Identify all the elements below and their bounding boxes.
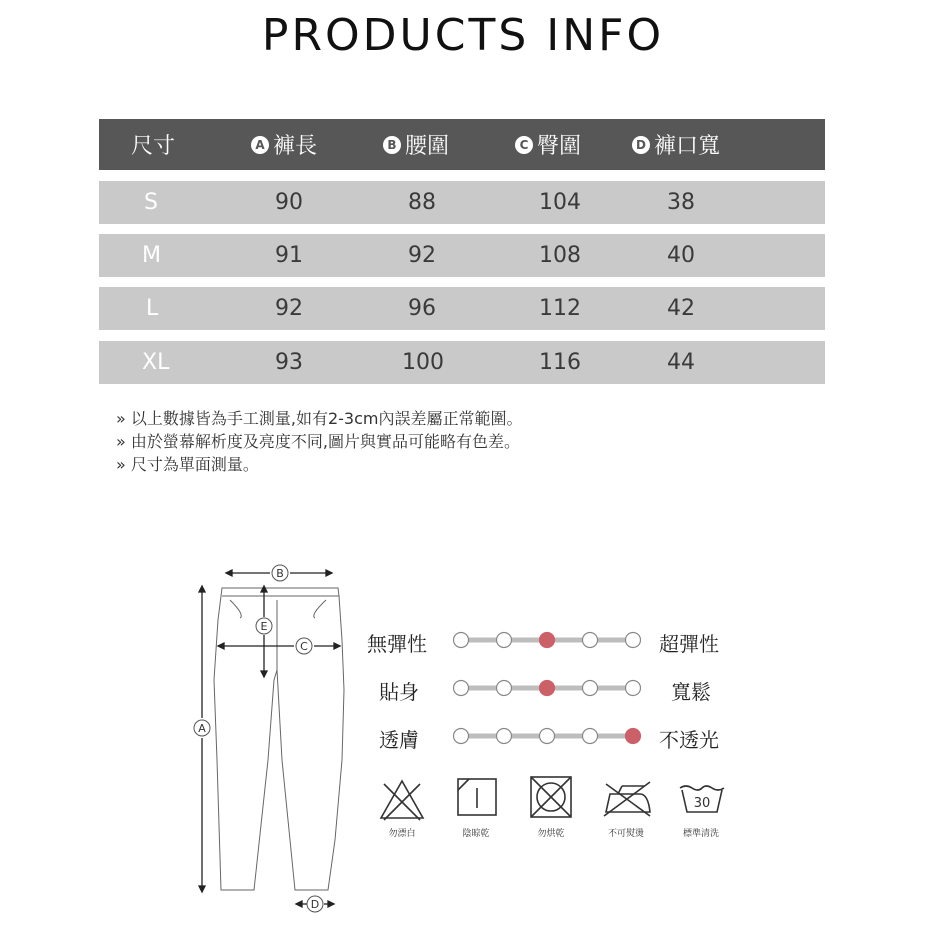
row-size: L	[146, 296, 159, 321]
pants-diagram	[190, 560, 360, 920]
row-value: 44	[667, 350, 695, 375]
svg-text:E: E	[260, 620, 268, 633]
svg-text:D: D	[310, 898, 320, 911]
header-waist: B 腰圍	[383, 119, 449, 170]
note-line: » 以上數據皆為手工測量,如有2-3cm內誤差屬正常範圍。	[116, 409, 523, 428]
row-size: M	[142, 243, 161, 268]
header-size: 尺寸	[131, 134, 176, 159]
row-value: 112	[539, 296, 581, 321]
svg-text:B: B	[276, 567, 284, 580]
row-value: 88	[408, 190, 436, 215]
wash-30-icon	[678, 782, 726, 816]
care-label-standard-wash: 標準清洗	[682, 829, 719, 839]
scale-dot	[497, 681, 512, 696]
stretch-right-label: 超彈性	[659, 632, 719, 656]
row-value: 92	[275, 296, 303, 321]
care-label-no-bleach: 勿漂白	[388, 829, 416, 839]
table-row	[99, 287, 825, 330]
care-label-no-iron: 不可熨燙	[607, 829, 644, 839]
row-value: 42	[667, 296, 695, 321]
note-line: » 尺寸為單面測量。	[116, 455, 259, 474]
shade-dry-icon	[455, 776, 499, 818]
table-row	[99, 234, 825, 277]
sheer-left-label: 透膚	[379, 728, 419, 752]
header-hip: C 臀圍	[515, 119, 581, 170]
row-value: 92	[408, 243, 436, 268]
svg-text:30: 30	[693, 796, 711, 811]
scale-dot	[497, 633, 512, 648]
scale-dot	[454, 729, 469, 744]
fit-right-label: 寬鬆	[671, 680, 711, 704]
scale-dot-selected	[540, 633, 555, 648]
row-value: 104	[539, 190, 581, 215]
page-title: PRODUCTS INFO	[261, 10, 665, 61]
care-label-no-tumble-dry: 勿烘乾	[537, 829, 565, 839]
table-row	[99, 181, 825, 224]
no-tumble-dry-icon	[528, 774, 574, 820]
row-value: 100	[402, 350, 444, 375]
row-value: 116	[539, 350, 581, 375]
svg-text:C: C	[300, 640, 308, 653]
scale-dot	[626, 633, 641, 648]
row-value: 91	[275, 243, 303, 268]
scale-dot-selected	[626, 729, 641, 744]
svg-text:A: A	[198, 722, 206, 735]
header-hem: D 褲口寬	[632, 119, 720, 170]
care-label-shade-dry: 陰晾乾	[462, 829, 490, 839]
row-value: 93	[275, 350, 303, 375]
badge-b: B	[383, 136, 401, 154]
measurement-notes	[116, 407, 522, 476]
row-value: 96	[408, 296, 436, 321]
fabric-scales	[450, 620, 645, 755]
no-bleach-icon	[378, 778, 426, 822]
scale-dot	[583, 729, 598, 744]
badge-c: C	[515, 136, 533, 154]
scale-dot-selected	[540, 681, 555, 696]
scale-dot	[583, 633, 598, 648]
badge-a: A	[251, 136, 269, 154]
badge-d: D	[632, 136, 650, 154]
row-size: XL	[142, 350, 170, 375]
stretch-left-label: 無彈性	[367, 632, 427, 656]
note-line: » 由於螢幕解析度及亮度不同,圖片與實品可能略有色差。	[116, 432, 520, 451]
header-length: A 褲長	[251, 119, 317, 170]
size-table-header	[99, 119, 825, 170]
no-iron-icon	[600, 778, 654, 818]
scale-dot	[497, 729, 512, 744]
row-value: 38	[667, 190, 695, 215]
scale-dot	[626, 681, 641, 696]
row-value: 40	[667, 243, 695, 268]
row-value: 90	[275, 190, 303, 215]
sheer-right-label: 不透光	[659, 728, 719, 752]
row-size: S	[144, 190, 158, 215]
fit-left-label: 貼身	[379, 680, 419, 704]
scale-dot	[540, 729, 555, 744]
scale-dot	[454, 633, 469, 648]
scale-dot	[583, 681, 598, 696]
scale-dot	[454, 681, 469, 696]
table-row	[99, 341, 825, 384]
row-value: 108	[539, 243, 581, 268]
